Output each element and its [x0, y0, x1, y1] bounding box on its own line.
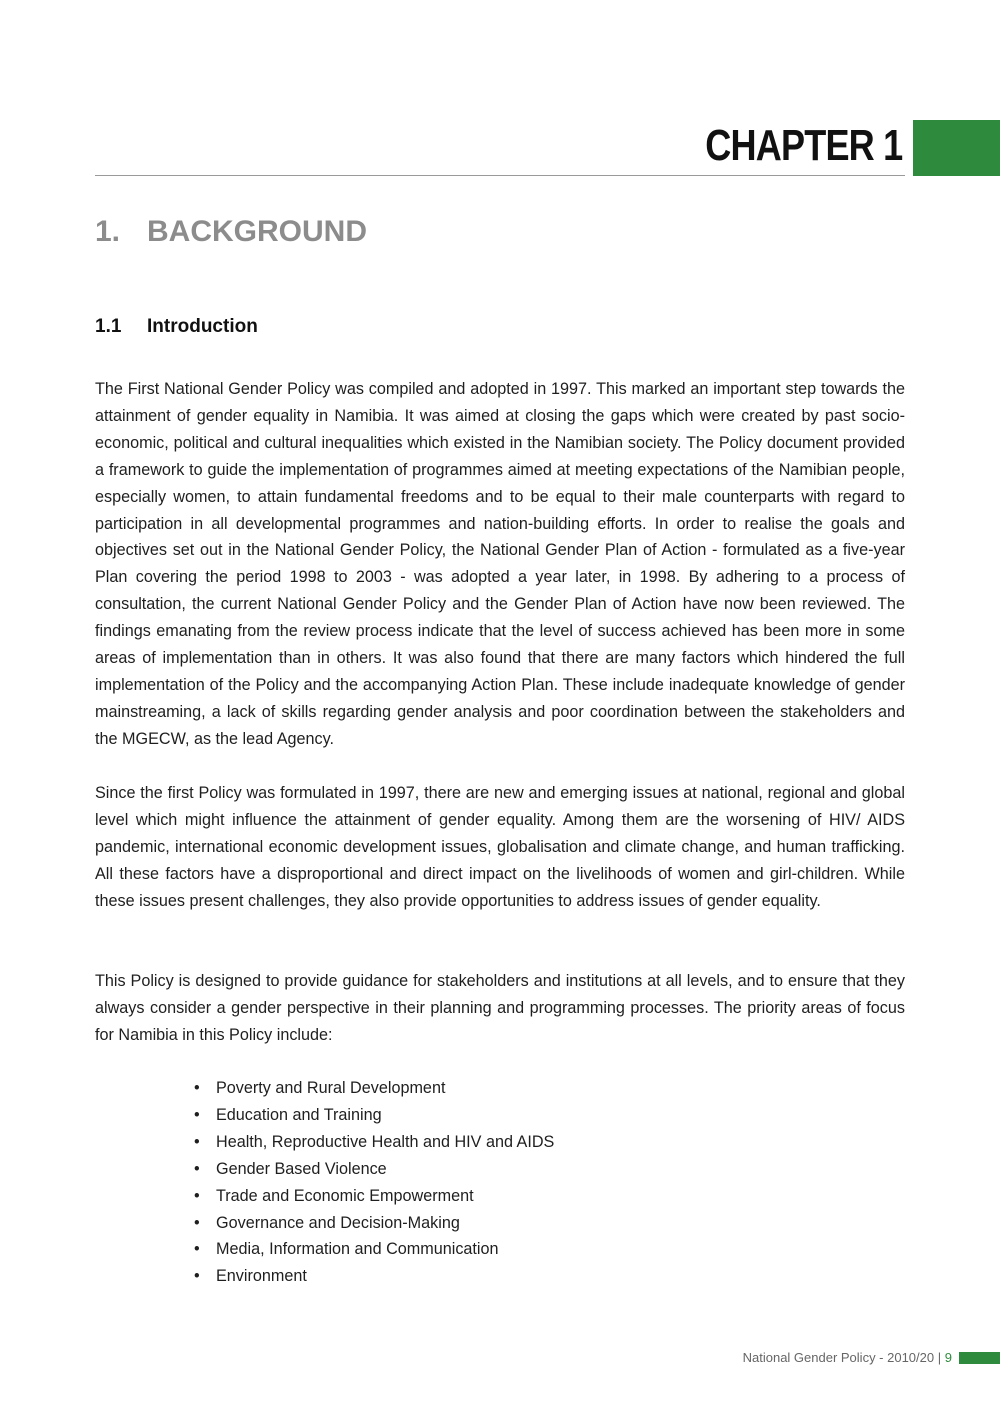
bullet-icon: • — [194, 1079, 200, 1097]
page-footer — [743, 1349, 952, 1367]
footer-accent-block — [959, 1352, 1000, 1364]
list-item-label: Governance and Decision-Making — [216, 1213, 460, 1232]
subsection-number: 1.1 — [95, 316, 122, 337]
priority-areas-list — [190, 1075, 554, 1290]
list-item — [190, 1263, 554, 1290]
bullet-icon: • — [194, 1186, 200, 1205]
section-title: BACKGROUND — [147, 215, 367, 248]
footer-separator: | — [937, 1350, 942, 1365]
list-item-label: Gender Based Violence — [216, 1159, 387, 1178]
list-item-label: Environment — [216, 1267, 307, 1286]
bullet-icon: • — [194, 1267, 200, 1286]
list-item-label: Poverty and Rural Development — [216, 1079, 446, 1097]
list-item-label: Health, Reproductive Health and HIV and AIDS — [216, 1132, 555, 1151]
list-item — [190, 1102, 554, 1129]
section-heading — [95, 212, 367, 252]
bullet-icon: • — [194, 1159, 200, 1178]
chapter-divider — [95, 175, 905, 176]
subsection-heading — [95, 314, 258, 340]
list-item-label: Education and Training — [216, 1105, 382, 1124]
paragraph-emerging-issues: Since the first Policy was formulated in 1997, there are new and emerging issues at national, regional and global level which might influence the attainment of gender equality. Among them are the worsening of HIV/ AIDS pandemic, international economic development issues, globalisation and climate change, and human trafficking. All these factors have a disproportional and direct impact on the livelihoods of women and girl-children. While these issues present challenges, they also provide opportunities to address issues of gender equality. — [95, 784, 905, 910]
list-item — [190, 1129, 554, 1156]
chapter-title: CHAPTER 1 — [704, 121, 902, 170]
list-item — [190, 1236, 554, 1263]
footer-document-title: National Gender Policy - 2010/20 — [742, 1350, 935, 1365]
bullet-icon: • — [194, 1240, 200, 1259]
paragraph-intro: The First National Gender Policy was compiled and adopted in 1997. This marked an important step towards the attainment of gender equality in Namibia. It was aimed at closing the gaps which were created by past socio-economic, political and cultural inequalities which existed in the Namibian society. The Policy document provided a framework to guide the implementation of programmes aimed at meeting expectations of the Namibian people, especially women, to attain fundamental freedoms and to be equal to their male counterparts with regard to participation in all developmental programmes and nation-building efforts. In order to realise the goals and objectives set out in the National Gender Policy, the National Gender Plan of Action - formulated as a five-year Plan covering the period 1998 to 2003 - was adopted a year later, in 1998. By adhering to a process of consultation, the current National Gender Policy and the Gender Plan of Action have now been reviewed. The findings emanating from the review process indicate that the level of success achieved has been more in some areas of implementation than in others. It was also found that there are many factors which hindered the full implementation of the Policy and the accompanying Action Plan. These include inadequate knowledge of gender mainstreaming, a lack of skills regarding gender analysis and poor coordination between the stakeholders and the MGECW, as the lead Agency. — [95, 380, 905, 748]
list-item-label: Trade and Economic Empowerment — [216, 1186, 474, 1205]
bullet-icon: • — [194, 1213, 200, 1232]
paragraph-policy-purpose: This Policy is designed to provide guidance for stakeholders and institutions at all levels, and to ensure that they always consider a gender perspective in their planning and programming processes. The priority areas of focus for Namibia in this Policy include: — [95, 972, 905, 1044]
list-item — [190, 1183, 554, 1210]
list-item — [190, 1075, 554, 1102]
list-item — [190, 1156, 554, 1183]
list-item-label: Media, Information and Communication — [216, 1240, 499, 1259]
page-number: 9 — [944, 1350, 952, 1365]
list-item — [190, 1210, 554, 1237]
chapter-accent-block — [913, 120, 1000, 176]
section-number: 1. — [95, 215, 121, 248]
bullet-icon: • — [194, 1132, 200, 1151]
bullet-icon: • — [194, 1105, 200, 1124]
subsection-title: Introduction — [147, 316, 258, 337]
